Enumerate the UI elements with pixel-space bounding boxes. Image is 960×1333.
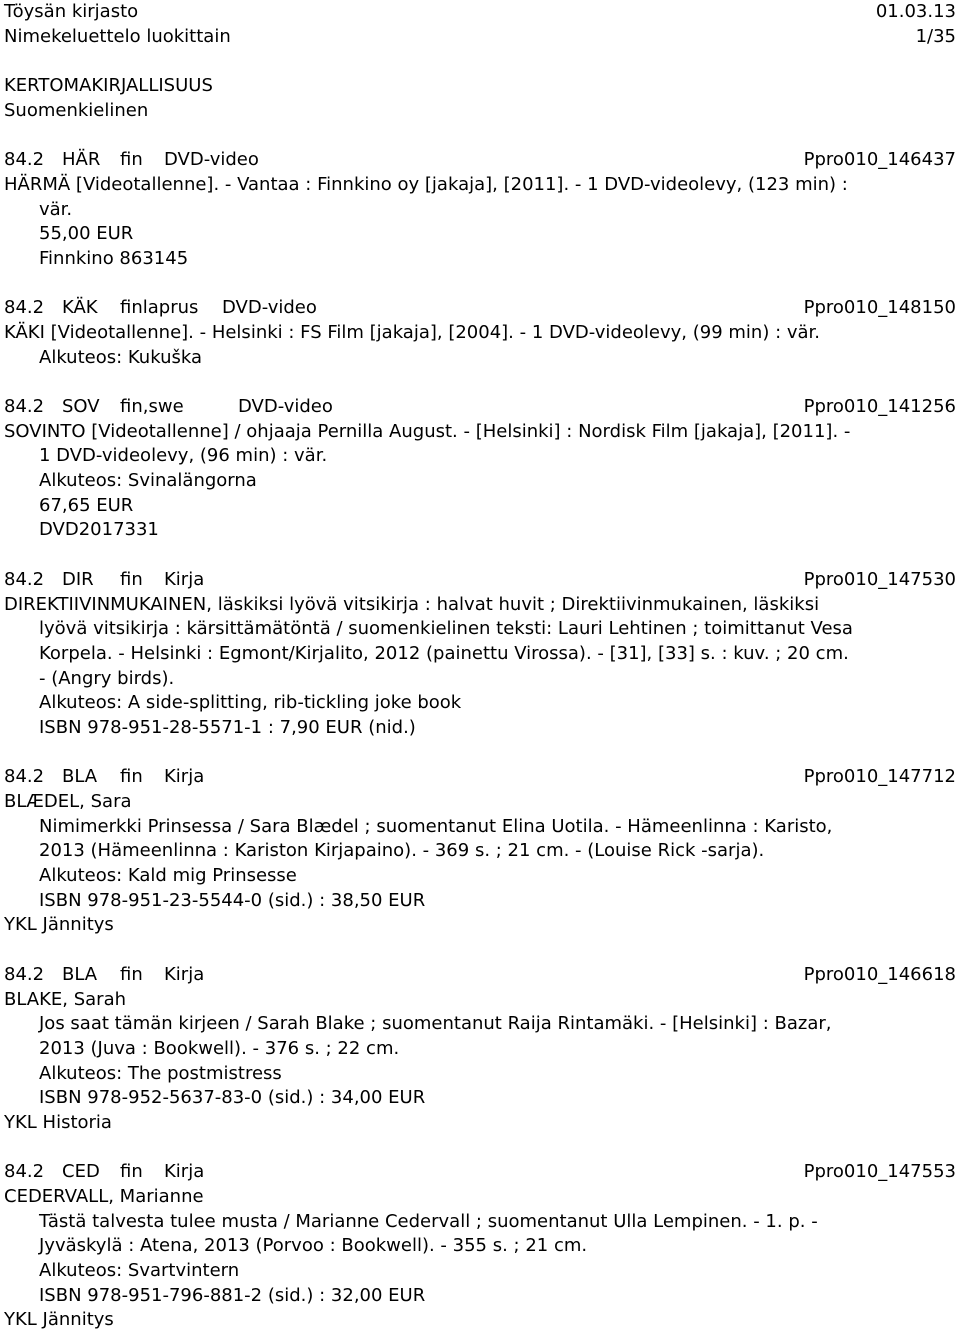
entry-class: 84.2 xyxy=(4,396,45,417)
entry-line: HÄRMÄ [Videotallenne]. - Vantaa : Finnkino oy [jakaja], [2011]. - 1 DVD-videolevy, (123 min) : xyxy=(4,173,848,195)
entry-indented-line: DVD2017331 xyxy=(39,519,159,541)
catalog-entry xyxy=(4,148,956,271)
section-title: KERTOMAKIRJALLISUUS xyxy=(4,75,213,97)
entry-id: Ppro010_146618 xyxy=(803,963,956,985)
entry-indented-line: Alkuteos: The postmistress xyxy=(39,1062,282,1084)
print-date: 01.03.13 xyxy=(875,1,956,22)
entry-language: fin xyxy=(120,149,143,171)
entry-indented-line: Alkuteos: Kald mig Prinsesse xyxy=(39,865,297,887)
entry-class: 84.2 xyxy=(4,766,45,788)
entry-signum: DIR xyxy=(62,568,94,590)
entry-signum: BLA xyxy=(62,963,98,985)
entry-ykl: YKL Jännitys xyxy=(4,914,114,936)
entry-medium: Kirja xyxy=(164,766,205,788)
section-subtitle: Suomenkielinen xyxy=(4,99,149,121)
entry-indented-line: 1 DVD-videolevy, (96 min) : vär. xyxy=(39,445,328,467)
list-title: Nimekeluettelo luokittain xyxy=(4,25,231,47)
entry-class: 84.2 xyxy=(4,297,45,319)
entry-indented-line: Alkuteos: Kukuška xyxy=(39,346,203,368)
entry-language: fin xyxy=(120,963,143,985)
entry-header xyxy=(4,1160,956,1185)
entry-signum: KÄK xyxy=(62,297,98,319)
entry-id: Ppro010_147712 xyxy=(803,766,956,788)
entry-indented-line: Jos saat tämän kirjeen / Sarah Blake ; suomentanut Raija Rintamäki. - [Helsinki] : Bazar, xyxy=(39,1013,832,1035)
catalog-entry xyxy=(4,395,956,543)
page-number: 1/35 xyxy=(915,25,956,47)
entry-indented-line: Finnkino 863145 xyxy=(39,247,189,269)
entry-line: CEDERVALL, Marianne xyxy=(4,1186,204,1207)
entry-id: Ppro010_147530 xyxy=(803,568,956,590)
entry-class: 84.2 xyxy=(4,568,45,590)
catalog-entry xyxy=(4,1160,956,1333)
entry-header xyxy=(4,963,956,988)
entry-indented-line: ISBN 978-951-28-5571-1 : 7,90 EUR (nid.) xyxy=(39,716,416,738)
entry-indented-line: Tästä talvesta tulee musta / Marianne Cedervall ; suomentanut Ulla Lempinen. - 1. p. - xyxy=(39,1210,818,1232)
entry-line: DIREKTIIVINMUKAINEN, läskiksi lyövä vitsikirja : halvat huvit ; Direktiivinmukainen, läskiksi xyxy=(4,593,820,615)
entry-indented-line: - (Angry birds). xyxy=(39,667,175,689)
entry-medium: DVD-video xyxy=(164,149,259,171)
entry-language: finlaprus xyxy=(120,297,199,319)
entry-ykl: YKL Historia xyxy=(4,1111,112,1133)
entry-indented-line: 2013 (Juva : Bookwell). - 376 s. ; 22 cm. xyxy=(39,1037,400,1059)
catalog-entry xyxy=(4,296,956,370)
entry-language: fin,swe xyxy=(120,396,184,417)
entry-indented-line: vär. xyxy=(39,198,73,220)
entry-ykl: YKL Jännitys xyxy=(4,1309,114,1331)
entry-line: SOVINTO [Videotallenne] / ohjaaja Pernilla August. - [Helsinki] : Nordisk Film [jakaja], [2011]. - xyxy=(4,420,851,442)
entry-indented-line: Alkuteos: A side-splitting, rib-tickling joke book xyxy=(39,692,462,714)
entry-indented-line: 55,00 EUR xyxy=(39,223,134,245)
entry-medium: DVD-video xyxy=(238,396,333,417)
entry-medium: DVD-video xyxy=(222,297,317,319)
page-header-row-2 xyxy=(4,25,956,50)
entry-header xyxy=(4,296,956,321)
entry-indented-line: Alkuteos: Svinalängorna xyxy=(39,470,257,492)
entry-medium: Kirja xyxy=(164,963,205,985)
entry-line: KÄKI [Videotallenne]. - Helsinki : FS Film [jakaja], [2004]. - 1 DVD-videolevy, (99 min) : vär. xyxy=(4,321,821,343)
entry-id: Ppro010_148150 xyxy=(803,297,956,319)
entry-header xyxy=(4,568,956,593)
entry-signum: SOV xyxy=(62,396,100,417)
entry-indented-line: ISBN 978-951-23-5544-0 (sid.) : 38,50 EUR xyxy=(39,889,426,911)
entry-class: 84.2 xyxy=(4,1161,45,1183)
entry-header xyxy=(4,395,956,420)
entry-medium: Kirja xyxy=(164,1161,205,1183)
catalog-page xyxy=(4,0,956,1333)
entry-id: Ppro010_147553 xyxy=(803,1161,956,1183)
catalog-entry xyxy=(4,568,956,741)
entry-indented-line: ISBN 978-952-5637-83-0 (sid.) : 34,00 EUR xyxy=(39,1087,426,1109)
library-name: Töysän kirjasto xyxy=(4,1,139,22)
entry-id: Ppro010_146437 xyxy=(803,149,956,171)
catalog-entry xyxy=(4,765,956,938)
entry-header xyxy=(4,148,956,173)
entry-header xyxy=(4,765,956,790)
entry-indented-line: Jyväskylä : Atena, 2013 (Porvoo : Bookwell). - 355 s. ; 21 cm. xyxy=(39,1235,588,1257)
entry-indented-line: 67,65 EUR xyxy=(39,494,134,516)
entry-line: BLAKE, Sarah xyxy=(4,988,127,1010)
entry-indented-line: Alkuteos: Svartvintern xyxy=(39,1260,240,1282)
entry-id: Ppro010_141256 xyxy=(803,396,956,417)
entry-indented-line: 2013 (Hämeenlinna : Kariston Kirjapaino). - 369 s. ; 21 cm. - (Louise Rick -sarja). xyxy=(39,840,765,862)
entry-signum: HÄR xyxy=(62,149,101,171)
entry-signum: CED xyxy=(62,1161,100,1183)
entry-indented-line: ISBN 978-951-796-881-2 (sid.) : 32,00 EUR xyxy=(39,1284,426,1306)
entry-language: fin xyxy=(120,568,143,590)
entry-class: 84.2 xyxy=(4,149,45,171)
entry-indented-line: Korpela. - Helsinki : Egmont/Kirjalito, 2012 (painettu Virossa). - [31], [33] s. : kuv. ; 20 cm. xyxy=(39,642,849,664)
entry-line: BLÆDEL, Sara xyxy=(4,791,132,812)
entry-language: fin xyxy=(120,766,143,788)
page-header-row-1 xyxy=(4,0,956,25)
entry-indented-line: lyövä vitsikirja : kärsittämätöntä / suomenkielinen teksti: Lauri Lehtinen ; toimittanut Vesa xyxy=(39,618,853,640)
entry-indented-line: Nimimerkki Prinsessa / Sara Blædel ; suomentanut Elina Uotila. - Hämeenlinna : Karisto, xyxy=(39,815,833,837)
entry-signum: BLA xyxy=(62,766,98,788)
entry-medium: Kirja xyxy=(164,568,205,590)
entry-class: 84.2 xyxy=(4,963,45,985)
catalog-entry xyxy=(4,963,956,1136)
entry-language: fin xyxy=(120,1161,143,1183)
